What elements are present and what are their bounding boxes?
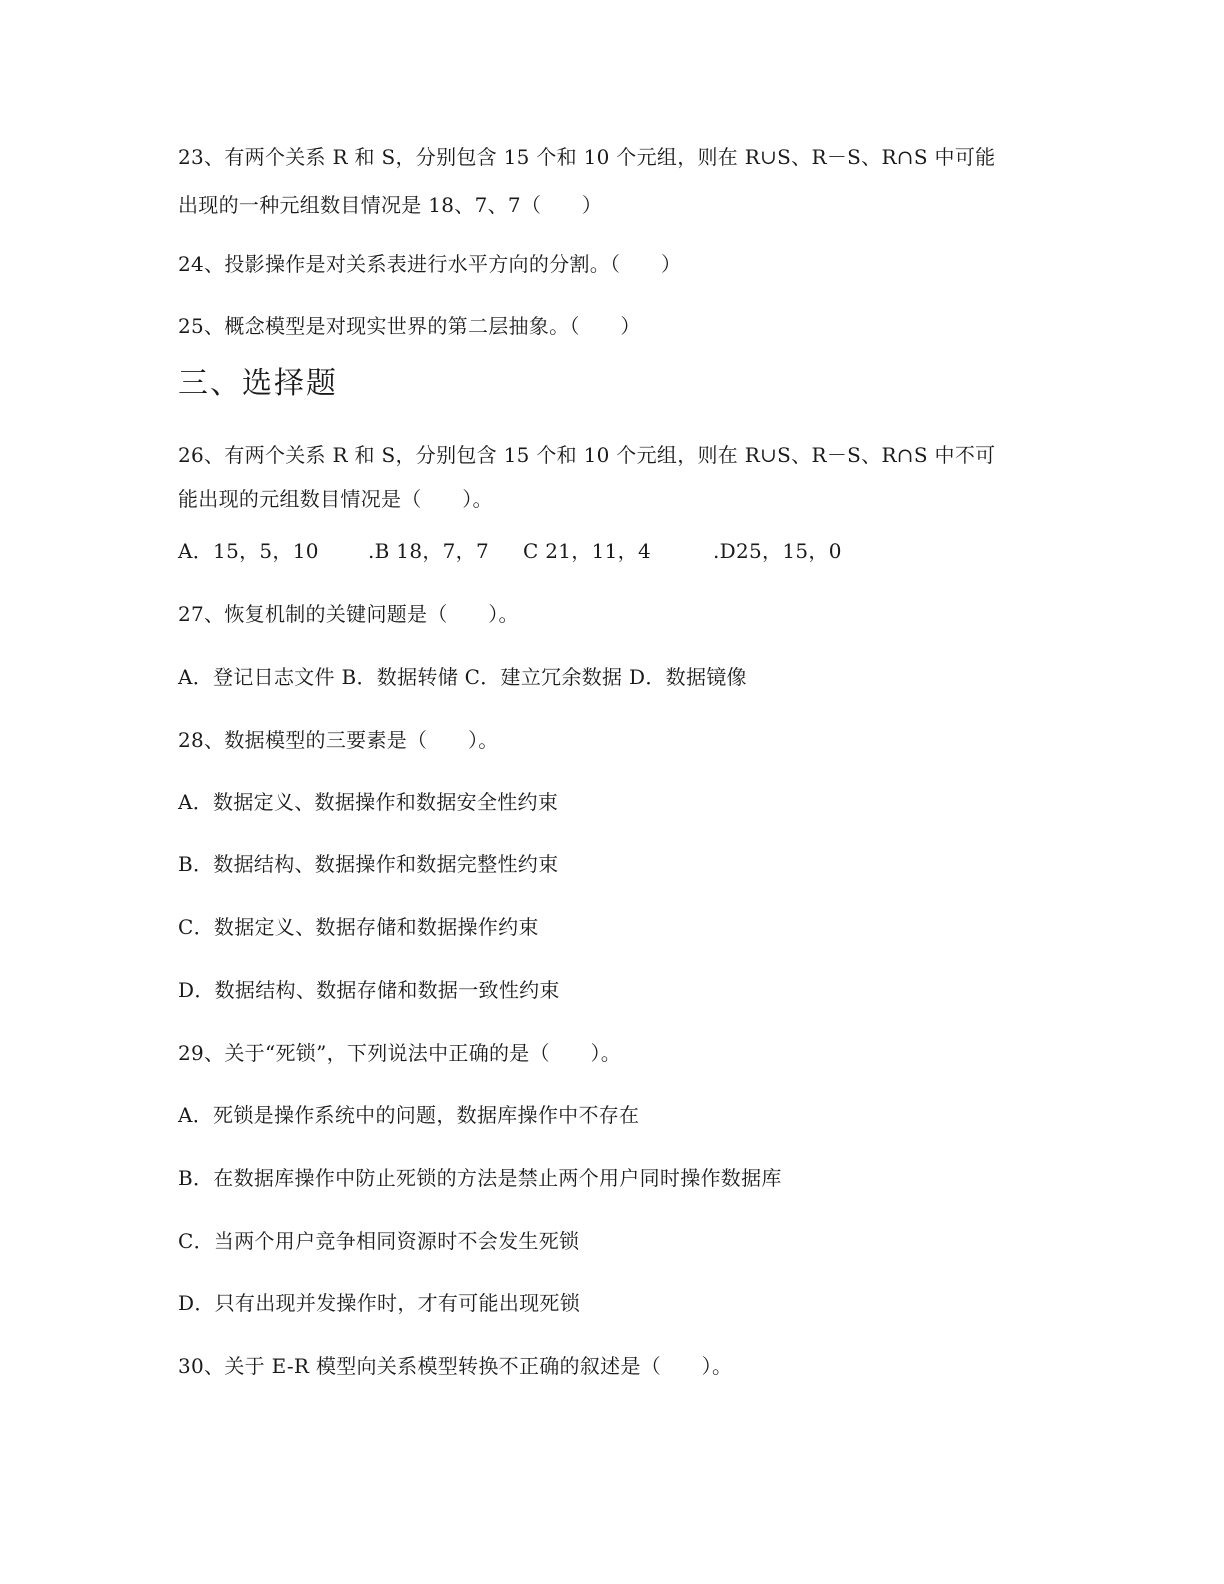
question-24: 24、投影操作是对关系表进行水平方向的分割。（ ）: [178, 252, 682, 276]
question-28-option-c: C．数据定义、数据存储和数据操作约束: [178, 915, 539, 939]
question-29-option-c: C．当两个用户竞争相同资源时不会发生死锁: [178, 1229, 580, 1253]
question-28-option-a: A．数据定义、数据操作和数据安全性约束: [178, 790, 559, 814]
option-b: .B 18，7，7: [368, 539, 490, 563]
question-28: 28、数据模型的三要素是（ ）。: [178, 728, 499, 752]
question-28-option-b: B．数据结构、数据操作和数据完整性约束: [178, 852, 559, 876]
option-c: C 21，11，4: [523, 539, 651, 563]
question-25: 25、概念模型是对现实世界的第二层抽象。（ ）: [178, 314, 641, 338]
option-a: A．15，5，10: [178, 539, 319, 563]
question-26-options: [178, 538, 842, 564]
question-23-line-2: 出现的一种元组数目情况是 18、7、7（ ）: [178, 193, 603, 217]
question-26-line-2: 能出现的元组数目情况是（ ）。: [178, 487, 493, 511]
question-26-line-1: 26、有两个关系 R 和 S，分别包含 15 个和 10 个元组，则在 R∪S、R－S、R∩S 中不可: [178, 443, 996, 467]
question-27: 27、恢复机制的关键问题是（ ）。: [178, 602, 519, 626]
question-29: 29、关于“死锁”，下列说法中正确的是（ ）。: [178, 1041, 622, 1065]
question-29-option-b: B．在数据库操作中防止死锁的方法是禁止两个用户同时操作数据库: [178, 1166, 782, 1190]
section-heading: 三、选择题: [178, 366, 338, 401]
question-29-option-a: A．死锁是操作系统中的问题，数据库操作中不存在: [178, 1103, 640, 1127]
question-28-option-d: D．数据结构、数据存储和数据一致性约束: [178, 978, 560, 1002]
question-29-option-d: D．只有出现并发操作时，才有可能出现死锁: [178, 1291, 581, 1315]
question-23-line-1: 23、有两个关系 R 和 S，分别包含 15 个和 10 个元组，则在 R∪S、R－S、R∩S 中可能: [178, 145, 996, 169]
option-d: .D25，15，0: [713, 539, 842, 563]
question-27-options: A．登记日志文件 B．数据转储 C．建立冗余数据 D．数据镜像: [178, 665, 747, 689]
question-30: 30、关于 E-R 模型向关系模型转换不正确的叙述是（ ）。: [178, 1354, 733, 1378]
